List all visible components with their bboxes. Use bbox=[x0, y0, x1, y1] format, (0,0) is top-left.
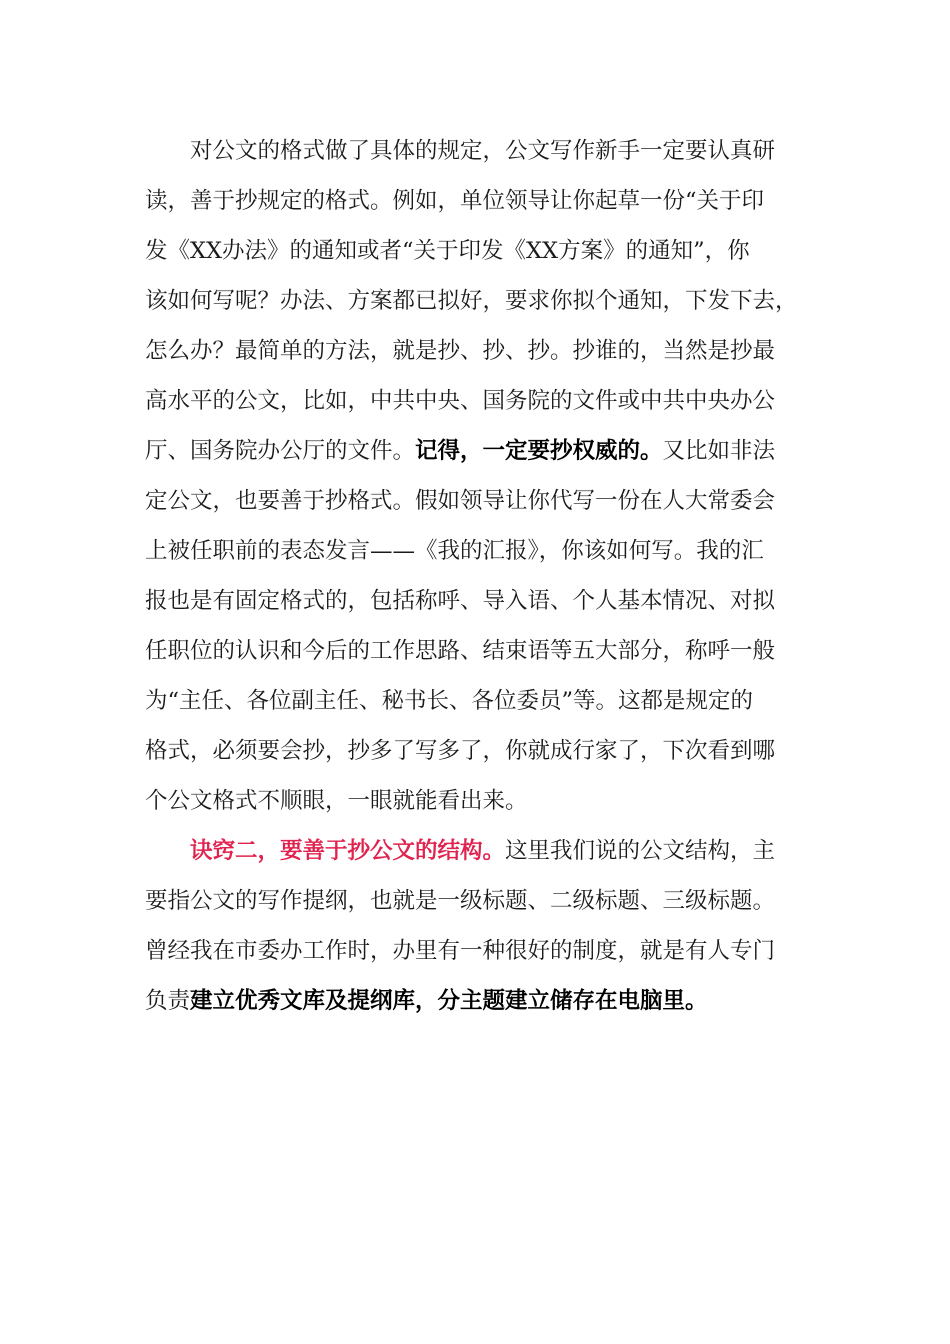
text-line: 读，善于抄规定的格式。例如，单位领导让你起草一份“关于印 bbox=[145, 188, 765, 214]
text-line bbox=[145, 426, 810, 476]
text-line: 发《XX办法》的通知或者“关于印发《XX方案》的通知”，你 bbox=[145, 238, 750, 264]
text-line: 上被任职前的表态发言——《我的汇报》，你该如何写。我的汇 bbox=[145, 538, 764, 564]
text-segment: 又比如非法 bbox=[662, 438, 776, 464]
text-line: 对公文的格式做了具体的规定，公文写作新手一定要认真研 bbox=[190, 138, 776, 164]
text-line: 定公文，也要善于抄格式。假如领导让你代写一份在人大常委会 bbox=[145, 488, 776, 514]
text-segment: 这里我们说的公文结构，主 bbox=[505, 838, 776, 864]
text-line bbox=[145, 826, 810, 876]
body-text bbox=[145, 126, 810, 1026]
text-segment: 负责 bbox=[145, 988, 191, 1014]
text-line: 该如何写呢？办法、方案都已拟好，要求你拟个通知，下发下去， bbox=[145, 288, 798, 314]
text-line: 任职位的认识和今后的工作思路、结束语等五大部分，称呼一般 bbox=[145, 638, 776, 664]
text-line: 格式，必须要会抄，抄多了写多了，你就成行家了，下次看到哪 bbox=[145, 738, 776, 764]
text-line: 曾经我在市委办工作时，办里有一种很好的制度，就是有人专门 bbox=[145, 938, 776, 964]
text-line: 为“主任、各位副主任、秘书长、各位委员”等。这都是规定的 bbox=[145, 688, 754, 714]
paragraph-2 bbox=[145, 826, 810, 1026]
text-segment: 厅、国务院办公厅的文件。 bbox=[145, 438, 416, 464]
red-heading: 诀窍二，要善于抄公文的结构。 bbox=[190, 838, 506, 864]
text-line: 个公文格式不顺眼，一眼就能看出来。 bbox=[145, 788, 528, 814]
text-line: 报也是有固定格式的，包括称呼、导入语、个人基本情况、对拟 bbox=[145, 588, 776, 614]
text-line bbox=[145, 976, 810, 1026]
text-line: 怎么办？最简单的方法，就是抄、抄、抄。抄谁的，当然是抄最 bbox=[145, 338, 776, 364]
bold-emphasis: 建立优秀文库及提纲库，分主题建立储存在电脑里。 bbox=[190, 988, 708, 1014]
bold-emphasis: 记得，一定要抄权威的。 bbox=[415, 438, 663, 464]
paragraph-1 bbox=[145, 126, 810, 826]
text-line: 要指公文的写作提纲，也就是一级标题、二级标题、三级标题。 bbox=[145, 888, 776, 914]
text-line: 高水平的公文，比如，中共中央、国务院的文件或中共中央办公 bbox=[145, 388, 776, 414]
